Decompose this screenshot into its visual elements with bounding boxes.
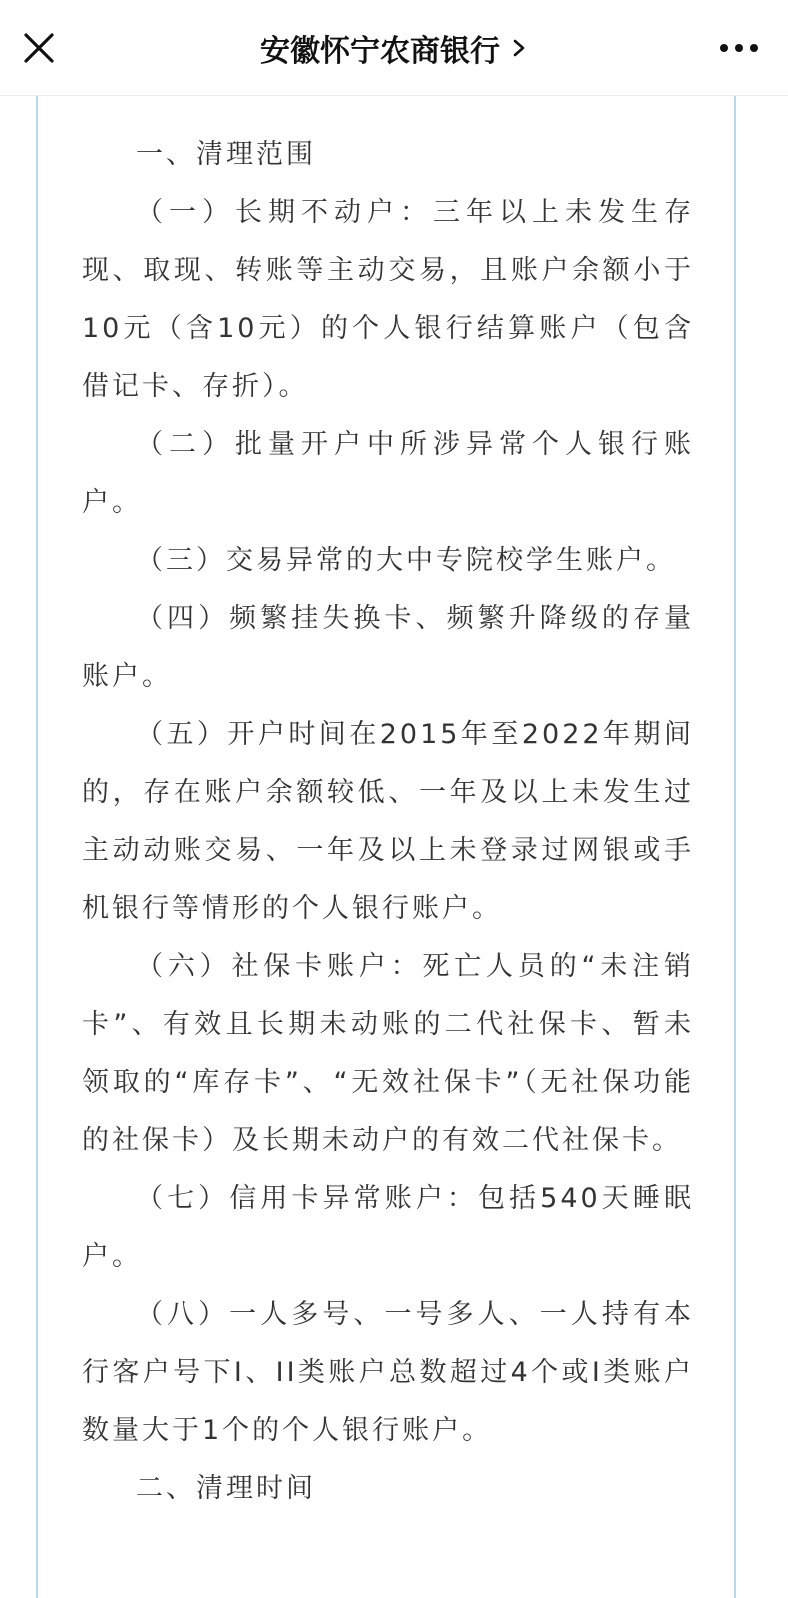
account-title-link[interactable]: [150, 22, 638, 74]
paragraph-long-term-dormant: （一）长期不动户：三年以上未发生存现、取现、转账等主动交易，且账户余额小于10元（含10元）的个人银行结算账户（包含借记卡、存折）。: [82, 197, 694, 402]
article-content-frame: [36, 96, 736, 1598]
page-title: 安徽怀宁农商银行: [260, 34, 500, 69]
close-icon: [18, 27, 60, 69]
section-heading-scope: 一、清理范围: [136, 139, 316, 170]
close-button[interactable]: [18, 27, 60, 69]
article-body: [82, 126, 694, 1518]
chevron-right-icon: [510, 36, 528, 60]
paragraph-credit-card: （七）信用卡异常账户：包括540天睡眠户。: [82, 1183, 694, 1272]
paragraph-multiple-accounts: （八）一人多号、一号多人、一人持有本行客户号下I、II类账户总数超过4个或I类账户数量大于1个的个人银行账户。: [82, 1299, 694, 1446]
more-icon: [718, 42, 760, 54]
paragraph-student-accounts: （三）交易异常的大中专院校学生账户。: [136, 545, 676, 576]
paragraph-low-balance: （五）开户时间在2015年至2022年期间的，存在账户余额较低、一年及以上未发生过主动动账交易、一年及以上未登录过网银或手机银行等情形的个人银行账户。: [82, 719, 694, 924]
section-heading-time: 二、清理时间: [136, 1473, 316, 1504]
top-navigation-bar: [0, 0, 788, 96]
paragraph-frequent-replacement: （四）频繁挂失换卡、频繁升降级的存量账户。: [82, 603, 694, 692]
paragraph-social-security: （六）社保卡账户：死亡人员的“未注销卡”、有效且长期未动账的二代社保卡、暂未领取的“库存卡”、“无效社保卡”（无社保功能的社保卡）及长期未动户的有效二代社保卡。: [82, 951, 694, 1156]
more-button[interactable]: [712, 27, 766, 69]
paragraph-batch-opening: （二）批量开户中所涉异常个人银行账户。: [82, 429, 694, 518]
